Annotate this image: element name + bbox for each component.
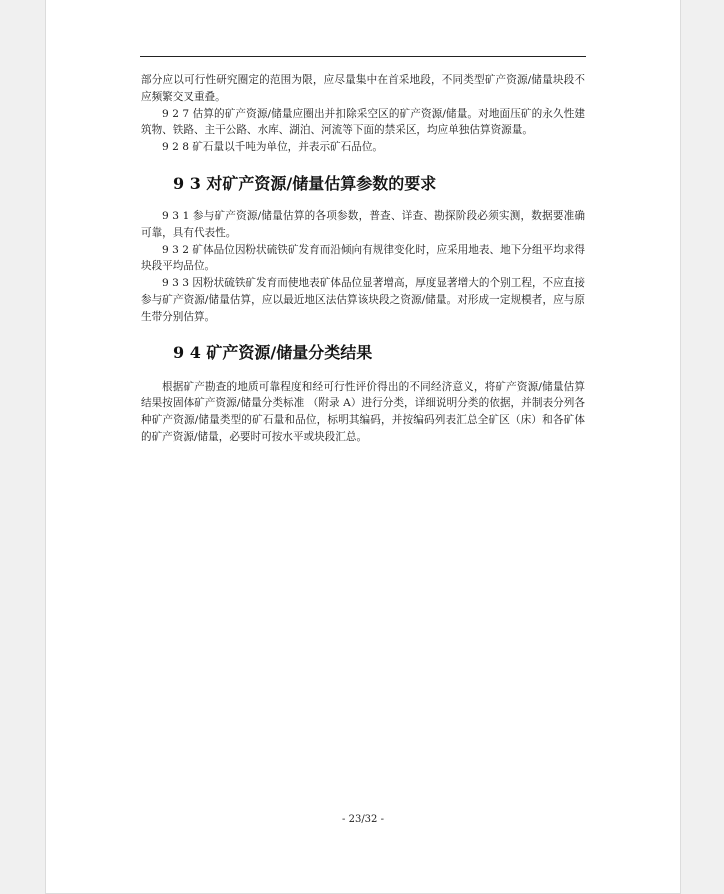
section-heading-94: 9 4 矿产资源/储量分类结果 (173, 342, 373, 362)
header-rule (140, 56, 586, 57)
paragraph-continuation: 部分应以可行性研究圈定的范围为限，应尽量集中在首采地段，不同类型矿产资源/储量块段不应频繁交叉重叠。 (141, 74, 585, 103)
document-page (45, 0, 681, 894)
paragraph-927: 9 2 7 估算的矿产资源/储量应圈出并扣除采空区的矿产资源/储量。对地面压矿的永久性建筑物、铁路、主干公路、水库、湖泊、河流等下面的禁采区，均应单独估算资源量。 (141, 107, 585, 137)
paragraph-94-body: 根据矿产勘查的地质可靠程度和经可行性评价得出的不同经济意义，将矿产资源/储量估算结果按固体矿产资源/储量分类标准 （附录 A）进行分类，详细说明分类的依据，并制表分列各种矿产资源/储量类型的矿石量和品位，标明其编码，并按编码列表汇总全矿区（床）和各矿体的矿产资源/储量，必要时可按水平或块段汇总。 (141, 380, 585, 443)
paragraph-932: 9 3 2 矿体品位因粉状硫铁矿发育而沿倾向有规律变化时，应采用地表、地下分组平均求得块段平均品位。 (141, 243, 585, 273)
page-number: - 23/32 - (342, 814, 384, 825)
paragraph-933: 9 3 3 因粉状硫铁矿发育而使地表矿体品位显著增高，厚度显著增大的个别工程，不应直接参与矿产资源/储量估算，应以最近地区法估算该块段之资源/储量。对形成一定规模者，应与原生带分别估算。 (141, 277, 585, 323)
paragraph-928: 9 2 8 矿石量以千吨为单位，并表示矿石品位。 (162, 141, 384, 154)
section-heading-93: 9 3 对矿产资源/储量估算参数的要求 (173, 173, 437, 193)
document-body (141, 72, 585, 446)
paragraph-931: 9 3 1 参与矿产资源/储量估算的各项参数，普查、详查、勘探阶段必须实测，数据要准确可靠，具有代表性。 (141, 209, 585, 239)
